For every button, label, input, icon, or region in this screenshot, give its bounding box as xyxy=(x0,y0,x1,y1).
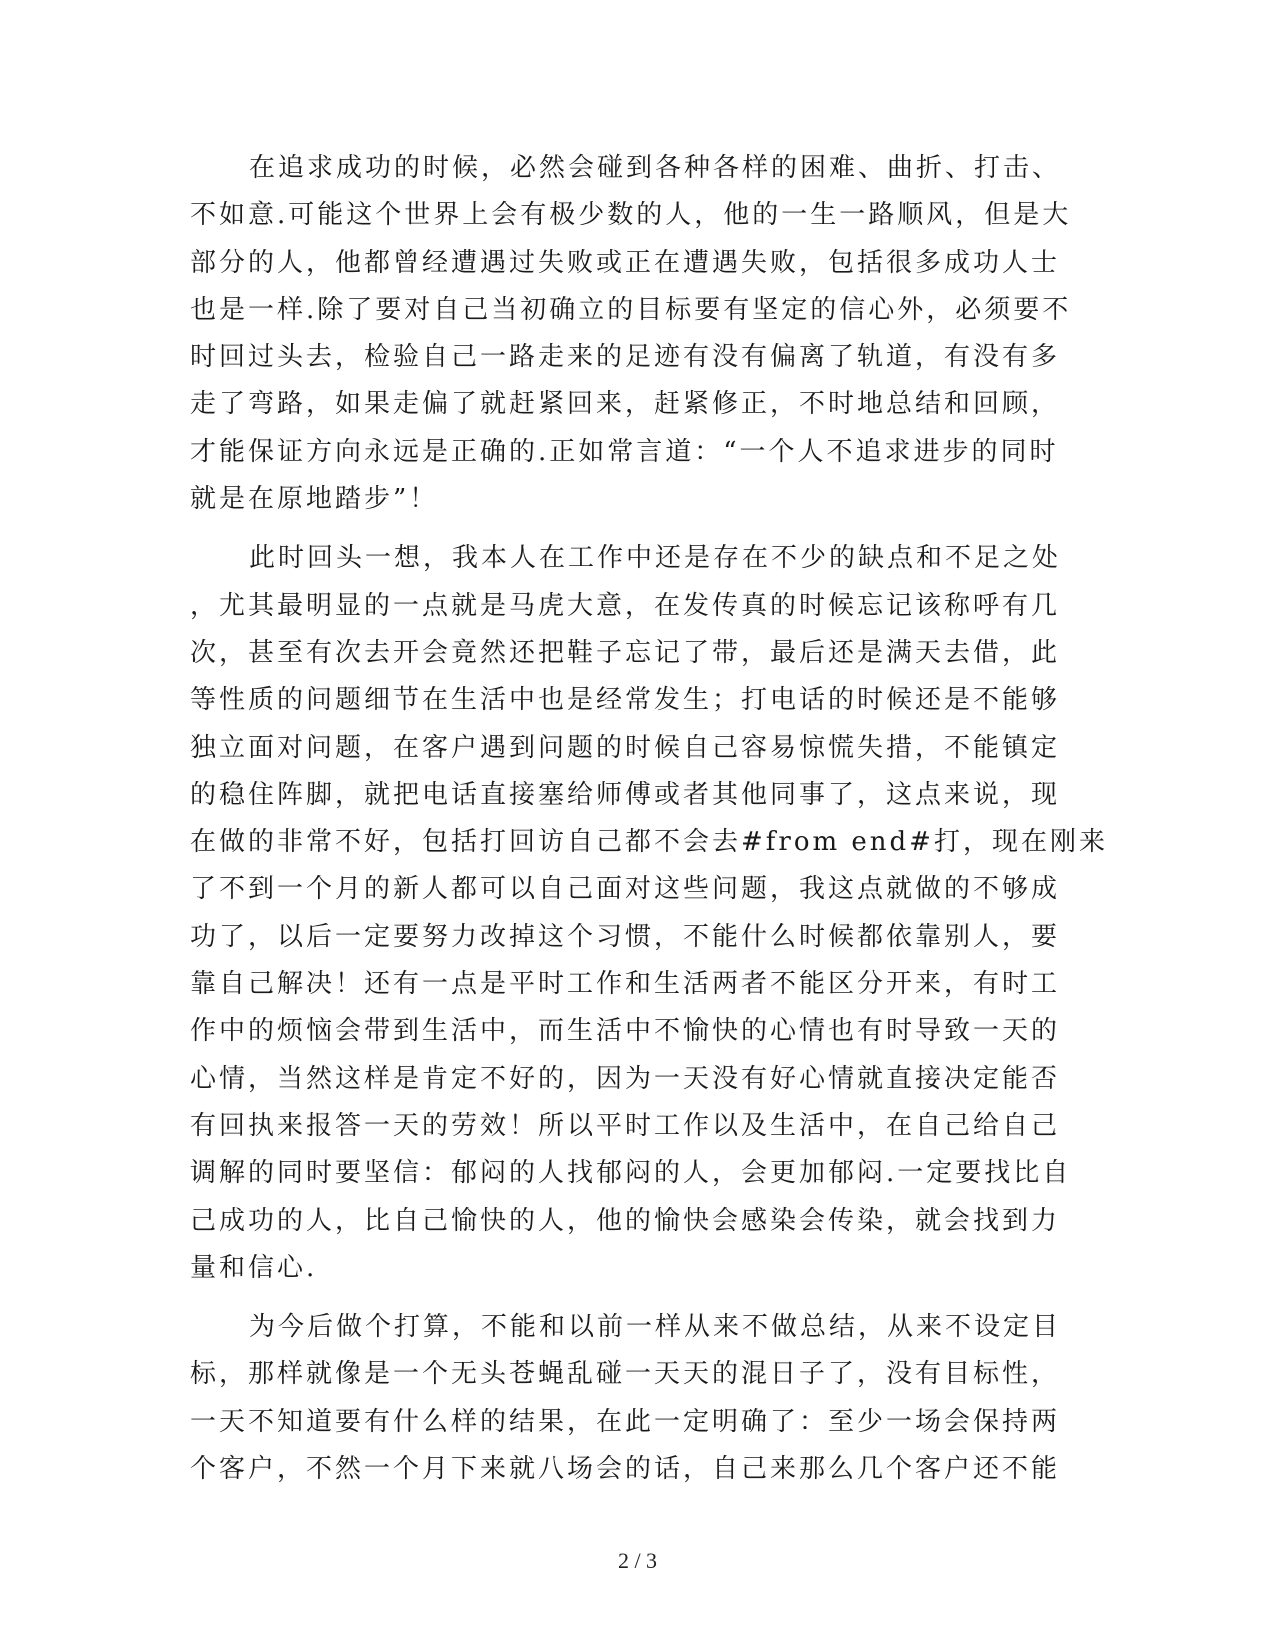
text-line: 在做的非常不好，包括打回访自己都不会去#from end#打，现在刚来 xyxy=(190,827,1108,858)
text-line: 不如意.可能这个世界上会有极少数的人，他的一生一路顺风，但是大 xyxy=(190,200,1072,231)
text-line: 为今后做个打算，不能和以前一样从来不做总结，从来不设定目 xyxy=(249,1312,1062,1343)
text-line: 个客户，不然一个月下来就八场会的话，自己来那么几个客户还不能 xyxy=(190,1454,1061,1485)
text-line: 功了，以后一定要努力改掉这个习惯，不能什么时候都依靠别人，要 xyxy=(190,921,1061,952)
text-line: 在追求成功的时候，必然会碰到各种各样的困难、曲折、打击、 xyxy=(249,153,1062,183)
text-line: 部分的人，他都曾经遭遇过失败或正在遭遇失败，包括很多成功人士 xyxy=(190,247,1061,278)
text-line: ，尤其最明显的一点就是马虎大意，在发传真的时候忘记该称呼有几 xyxy=(190,590,1061,621)
text-line: 靠自己解决！还有一点是平时工作和生活两者不能区分开来，有时工 xyxy=(190,969,1061,1000)
page-number: 2 / 3 xyxy=(617,1548,658,1573)
text-line: 此时回头一想，我本人在工作中还是存在不少的缺点和不足之处 xyxy=(249,543,1062,574)
text-line: 才能保证方向永远是正确的.正如常言道：“一个人不追求进步的同时 xyxy=(190,436,1059,467)
text-line: 就是在原地踏步”！ xyxy=(190,484,439,515)
paragraph-1 xyxy=(190,145,1080,523)
text-line: 了不到一个月的新人都可以自己面对这些问题，我这点就做的不够成 xyxy=(190,874,1061,905)
document-body xyxy=(190,145,1108,1505)
text-line: 量和信心. xyxy=(190,1252,318,1283)
text-line: 时回过头去，检验自己一路走来的足迹有没有偏离了轨道，有没有多 xyxy=(190,342,1061,373)
text-line: 的稳住阵脚，就把电话直接塞给师傅或者其他同事了，这点来说，现 xyxy=(190,779,1061,810)
text-line: 次，甚至有次去开会竟然还把鞋子忘记了带，最后还是满天去借，此 xyxy=(190,637,1061,668)
text-line: 走了弯路，如果走偏了就赶紧回来，赶紧修正，不时地总结和回顾， xyxy=(190,389,1061,420)
text-line: 己成功的人，比自己愉快的人，他的愉快会感染会传染，就会找到力 xyxy=(190,1205,1061,1236)
text-line: 一天不知道要有什么样的结果，在此一定明确了：至少一场会保持两 xyxy=(190,1406,1061,1437)
paragraph-2 xyxy=(190,535,1108,1292)
paragraph-3 xyxy=(190,1304,1080,1493)
text-line: 有回执来报答一天的劳效！所以平时工作以及生活中，在自己给自己 xyxy=(190,1110,1061,1141)
text-line: 独立面对问题，在客户遇到问题的时候自己容易惊慌失措，不能镇定 xyxy=(190,732,1061,763)
text-line: 调解的同时要坚信：郁闷的人找郁闷的人，会更加郁闷.一定要找比自 xyxy=(190,1158,1072,1189)
text-line: 心情，当然这样是肯定不好的，因为一天没有好心情就直接决定能否 xyxy=(190,1063,1061,1094)
text-line: 作中的烦恼会带到生活中，而生活中不愉快的心情也有时导致一天的 xyxy=(190,1016,1061,1047)
text-line: 也是一样.除了要对自己当初确立的目标要有坚定的信心外，必须要不 xyxy=(190,294,1072,325)
text-line: 标，那样就像是一个无头苍蝇乱碰一天天的混日子了，没有目标性， xyxy=(190,1359,1061,1390)
text-line: 等性质的问题细节在生活中也是经常发生；打电话的时候还是不能够 xyxy=(190,685,1061,716)
